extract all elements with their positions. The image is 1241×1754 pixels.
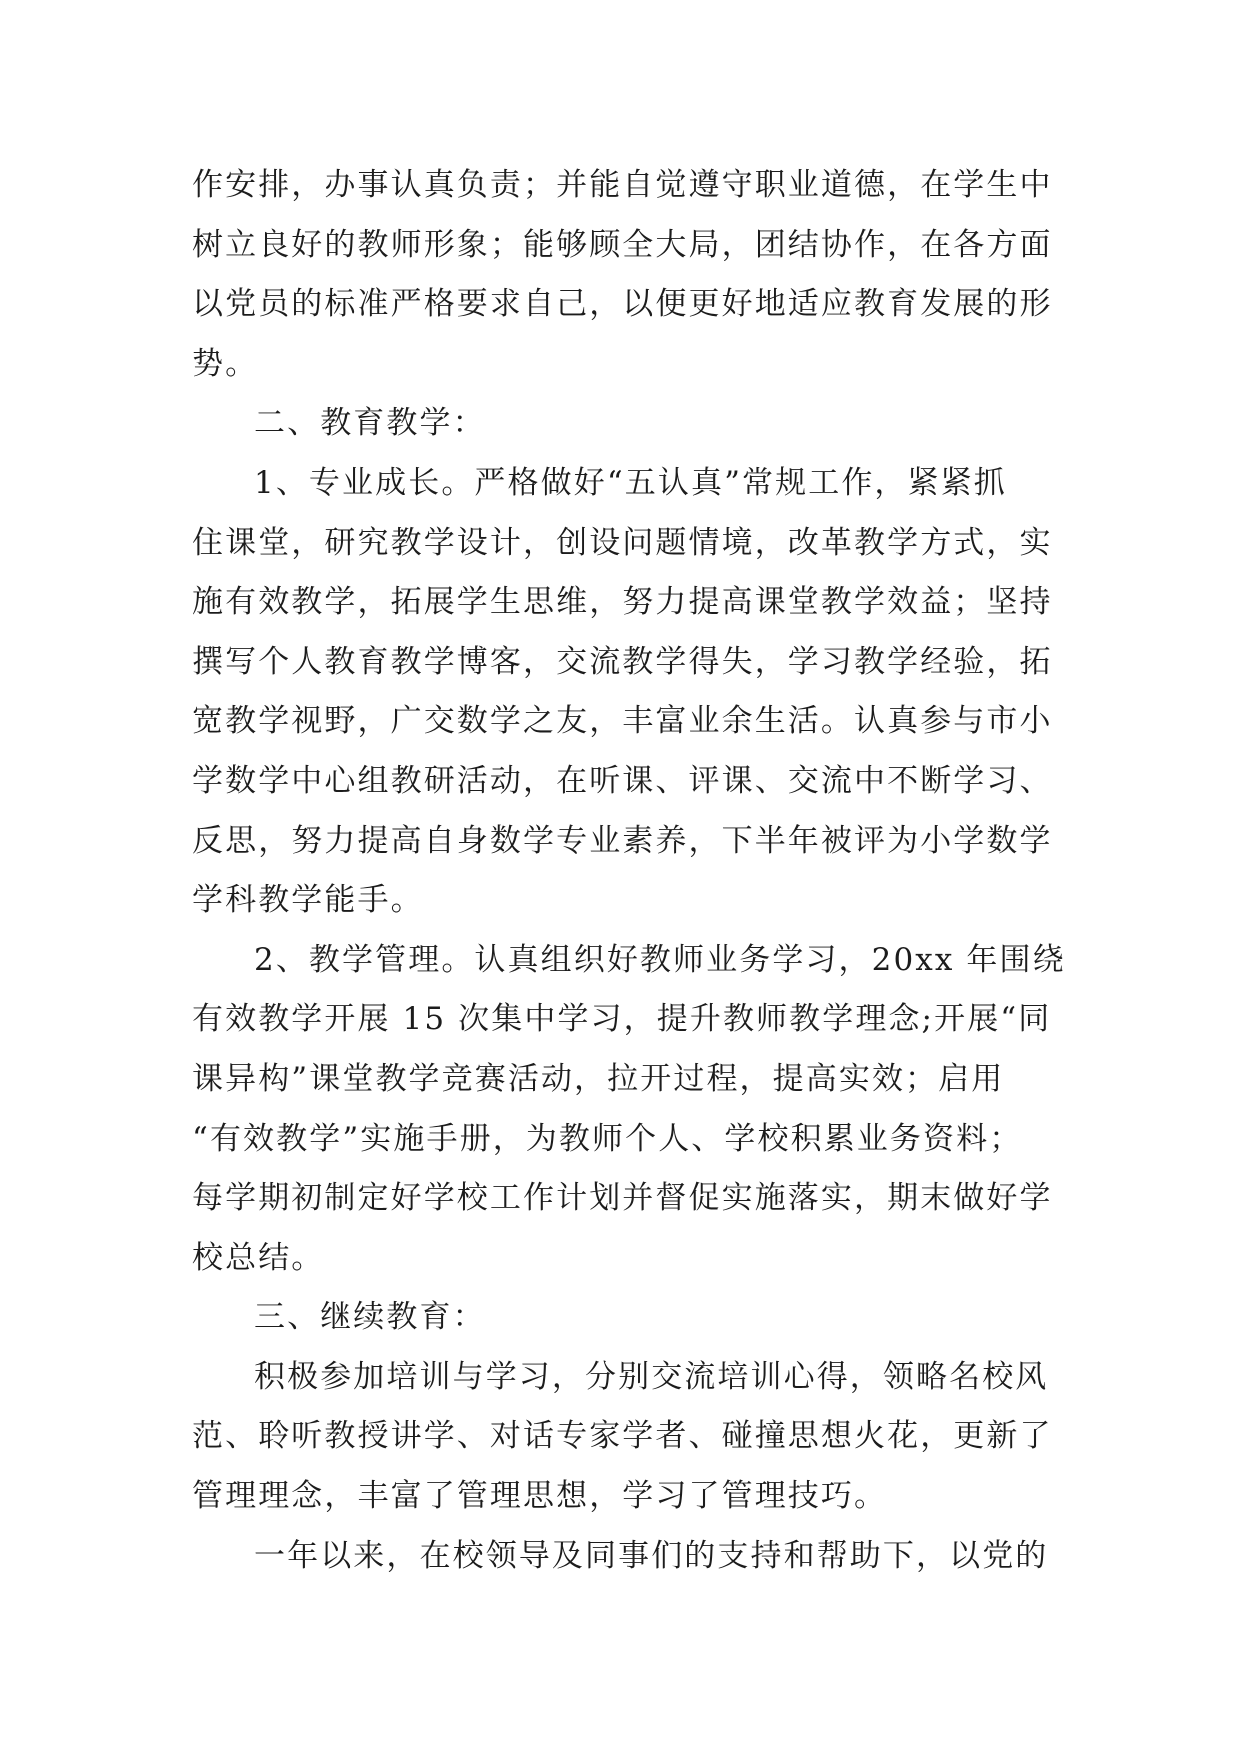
text-line: 1、专业成长。严格做好“五认真”常规工作，紧紧抓 <box>254 464 1007 501</box>
text-line: 宽教学视野，广交数学之友，丰富业余生活。认真参与市小 <box>192 703 1053 740</box>
text-line: 以党员的标准严格要求自己，以便更好地适应教育发展的形 <box>192 286 1053 323</box>
text-line: 反思，努力提高自身数学专业素养，下半年被评为小学数学 <box>192 822 1053 859</box>
text-line: 作安排，办事认真负责；并能自觉遵守职业道德，在学生中 <box>192 167 1053 203</box>
text-line: 二、教育教学： <box>254 405 486 442</box>
text-line: 势。 <box>192 345 259 382</box>
text-line: 积极参加培训与学习，分别交流培训心得，领略名校风 <box>254 1358 1049 1395</box>
text-line: 一年以来，在校领导及同事们的支持和帮助下，以党的 <box>254 1537 1049 1574</box>
text-line: 学科教学能手。 <box>192 882 424 919</box>
text-line: 住课堂，研究教学设计，创设问题情境，改革教学方式，实 <box>192 524 1053 561</box>
text-line: 三、继续教育： <box>254 1299 486 1336</box>
text-line: 施有效教学，拓展学生思维，努力提高课堂教学效益；坚持 <box>192 584 1053 621</box>
text-line: 范、聆听教授讲学、对话专家学者、碰撞思想火花，更新了 <box>192 1418 1053 1455</box>
text-line: 校总结。 <box>192 1239 325 1276</box>
text-line: 2、教学管理。认真组织好教师业务学习，20xx 年围绕 <box>254 941 1066 978</box>
text-line: 课异构”课堂教学竞赛活动，拉开过程，提高实效；启用 <box>192 1060 1005 1097</box>
text-line: “有效教学”实施手册，为教师个人、学校积累业务资料； <box>192 1120 1023 1157</box>
text-line: 有效教学开展 15 次集中学习，提升教师教学理念;开展“同 <box>192 1001 1052 1038</box>
text-line: 学数学中心组教研活动，在听课、评课、交流中不断学习、 <box>192 762 1053 799</box>
text-line: 管理理念，丰富了管理思想，学习了管理技巧。 <box>192 1478 888 1515</box>
text-line: 每学期初制定好学校工作计划并督促实施落实，期末做好学 <box>192 1180 1053 1217</box>
document-body <box>192 156 1066 1586</box>
text-line: 撰写个人教育教学博客，交流教学得失，学习教学经验，拓 <box>192 643 1053 680</box>
text-line: 树立良好的教师形象；能够顾全大局，团结协作，在各方面 <box>192 226 1053 263</box>
